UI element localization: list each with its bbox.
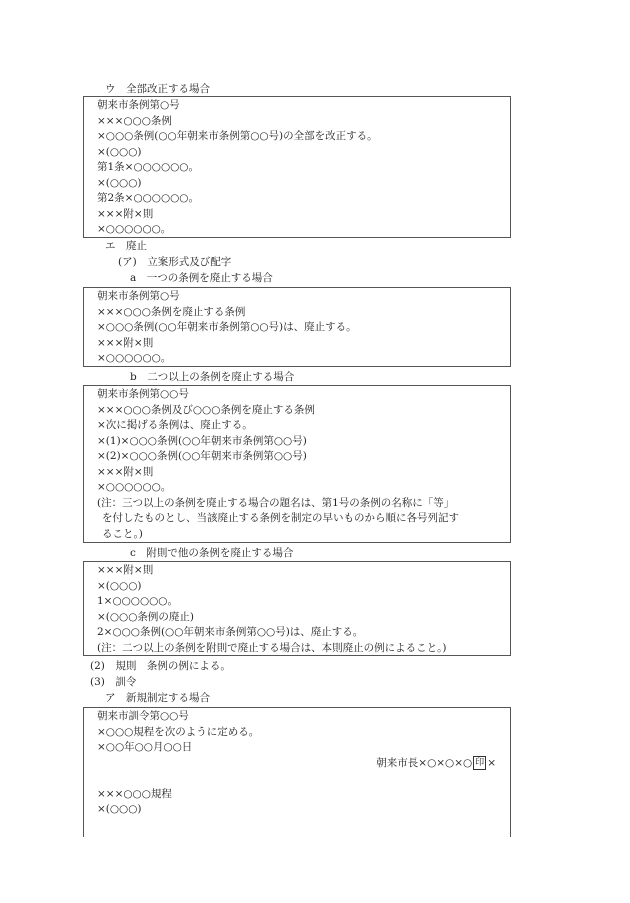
heading-u: ウ 全部改正する場合: [105, 83, 210, 95]
signature-suffix: ×: [487, 757, 496, 769]
box3-note-line: (注：三つ以上の条例を廃止する場合の題名は、第1号の条例の名称に「等」: [97, 497, 455, 509]
box5-line: ×××○○○規程: [97, 788, 172, 800]
box3-line: ×(2)×○○○条例(○○年朝来市条例第○○号): [97, 450, 307, 462]
heading-b: b 二つ以上の条例を廃止する場合: [130, 371, 295, 383]
box4-line: ×××附×則: [97, 564, 154, 576]
heading-a: a 一つの条例を廃止する場合: [130, 272, 273, 284]
box3-line: ×××○○○条例及び○○○条例を廃止する条例: [97, 404, 315, 416]
box2-line: ×○○○条例(○○年朝来市条例第○○号)は、廃止する。: [97, 321, 357, 333]
box3-line: 朝来市条例第○○号: [97, 388, 189, 400]
box5-line: ×○○年○○月○○日: [97, 741, 193, 753]
box1-line: 朝来市条例第○号: [97, 99, 180, 111]
heading-kisoku: (2) 規則 条例の例による。: [90, 660, 231, 672]
box1-line: ×○○○条例(○○年朝来市条例第○○号)の全部を改正する。: [97, 130, 378, 142]
heading-kunrei: (3) 訓令: [90, 676, 137, 688]
box4-line: 2×○○○条例(○○年朝来市条例第○○号)は、廃止する。: [97, 626, 364, 638]
heading-new-enactment: ア 新規制定する場合: [105, 692, 210, 704]
box1-line: ×(○○○): [97, 146, 142, 158]
box5-line: 朝来市訓令第○○号: [97, 710, 189, 722]
box1-line: ×××附×則: [97, 208, 154, 220]
heading-e-sub: (ア) 立案形式及び配字: [118, 256, 232, 268]
box5-line: ×○○○規程を次のように定める。: [97, 726, 260, 738]
box-abolish-by-supplement: [83, 561, 511, 656]
box2-line: ×○○○○○○。: [97, 352, 172, 364]
box-new-kunrei: [83, 707, 511, 837]
box4-line: ×(○○○条例の廃止): [97, 611, 194, 623]
box1-line: 第1条×○○○○○○。: [97, 161, 199, 173]
heading-c: c 附則で他の条例を廃止する場合: [130, 547, 294, 559]
box1-line: ×○○○○○○。: [97, 223, 172, 235]
box3-line: ×○○○○○○。: [97, 481, 172, 493]
box2-line: ×××附×則: [97, 337, 154, 349]
heading-e: エ 廃止: [105, 240, 147, 252]
box1-line: ×××○○○条例: [97, 115, 172, 127]
box-abolish-one: [83, 287, 511, 367]
box1-line: 第2条×○○○○○○。: [97, 192, 199, 204]
box4-note-line: (注：二つ以上の条例を附則で廃止する場合は、本則廃止の例によること。): [97, 642, 447, 654]
signature-prefix: 朝来市長×○×○×○: [376, 757, 473, 769]
box1-line: ×(○○○): [97, 177, 142, 189]
box4-line: 1×○○○○○○。: [97, 595, 178, 607]
box3-note-line: ること。): [102, 528, 143, 540]
box5-line: ×(○○○): [97, 803, 142, 815]
box4-line: ×(○○○): [97, 580, 142, 592]
signature-line: [376, 756, 496, 770]
box3-note-line: を付したものとし、当該廃止する条例を制定の早いものから順に各号列記す: [102, 512, 459, 524]
box3-line: ×××附×則: [97, 466, 154, 478]
box-full-revision: [83, 96, 511, 238]
box3-line: ×次に掲げる条例は、廃止する。: [97, 419, 253, 431]
box3-line: ×(1)×○○○条例(○○年朝来市条例第○○号): [97, 435, 307, 447]
box2-line: ×××○○○条例を廃止する条例: [97, 306, 246, 318]
seal-mark: 印: [475, 758, 485, 768]
box2-line: 朝来市条例第○号: [97, 290, 180, 302]
box-abolish-multiple: [83, 385, 511, 543]
